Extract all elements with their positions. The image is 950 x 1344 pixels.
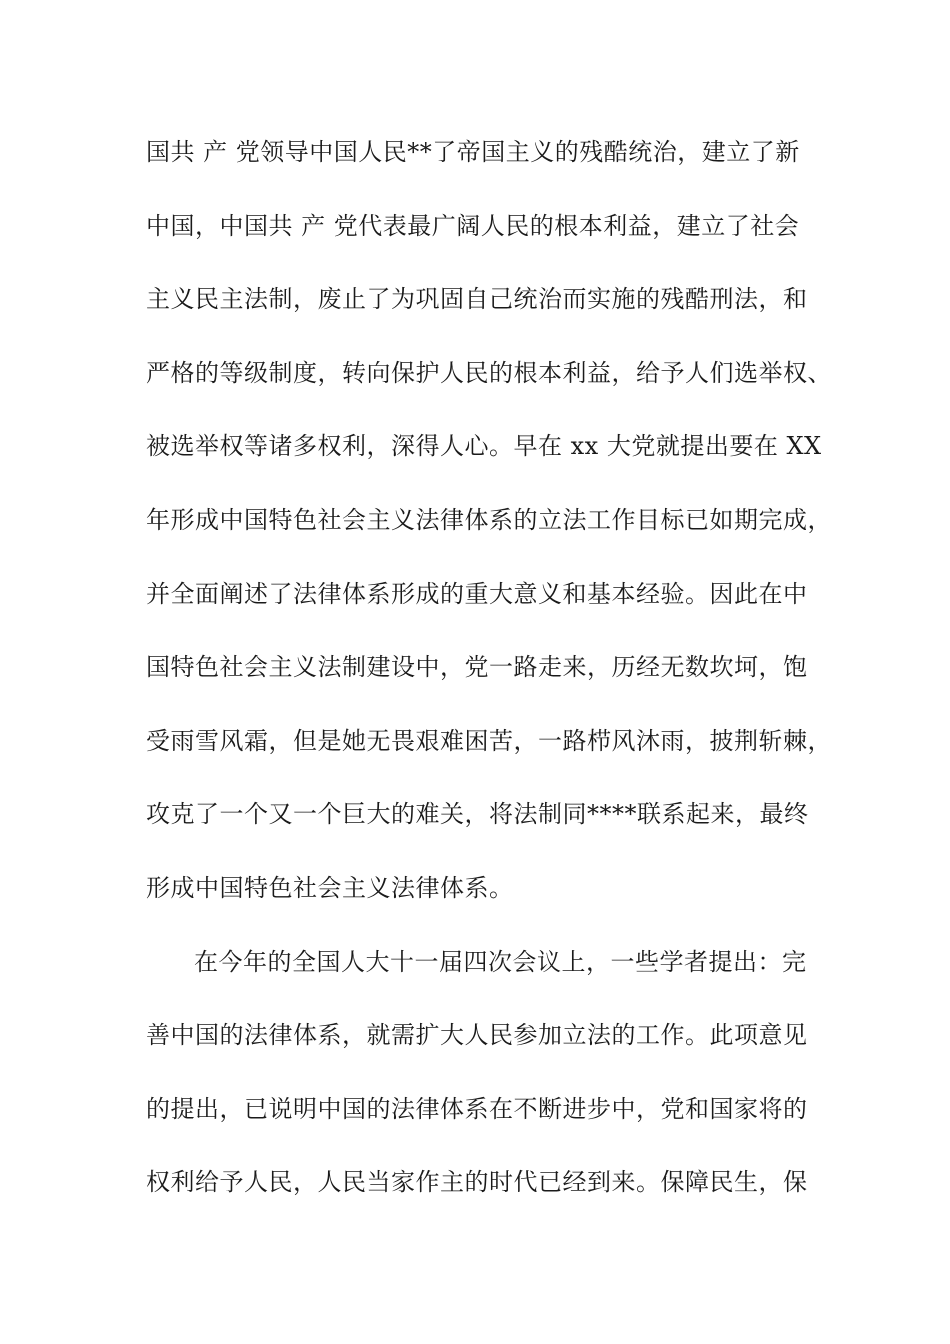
text-line: 在今年的全国人大十一届四次会议上，一些学者提出：完 xyxy=(194,947,807,976)
paragraph-1 xyxy=(146,130,832,940)
text-line: 的提出，已说明中国的法律体系在不断进步中，党和国家将的 xyxy=(146,1094,808,1123)
text-line: 受雨雪风霜，但是她无畏艰难困苦，一路栉风沐雨，披荆斩棘， xyxy=(146,726,832,755)
text-line: 主义民主法制，废止了为巩固自己统治而实施的残酷刑法，和 xyxy=(146,285,808,314)
paragraph-2 xyxy=(146,940,826,1234)
text-line: 年形成中国特色社会主义法律体系的立法工作目标已如期完成， xyxy=(146,505,832,534)
text-line: 形成中国特色社会主义法律体系。 xyxy=(146,873,514,902)
text-line: 权利给予人民，人民当家作主的时代已经到来。保障民生，保 xyxy=(146,1168,808,1197)
text-line: 被选举权等诸多权利，深得人心。早在 xx 大党就提出要在 XX xyxy=(146,432,822,461)
text-line: 国共 产 党领导中国人民**了帝国主义的残酷统治，建立了新 xyxy=(146,138,800,166)
text-line: 善中国的法律体系，就需扩大人民参加立法的工作。此项意见 xyxy=(146,1021,808,1050)
text-line: 攻克了一个又一个巨大的难关，将法制同****联系起来，最终 xyxy=(146,800,809,829)
text-line: 中国，中国共 产 党代表最广阔人民的根本利益，建立了社会 xyxy=(146,211,800,240)
text-line: 国特色社会主义法制建设中，党一路走来，历经无数坎坷，饱 xyxy=(146,653,808,682)
text-line: 严格的等级制度，转向保护人民的根本利益，给予人们选举权、 xyxy=(146,358,832,387)
text-line: 并全面阐述了法律体系形成的重大意义和基本经验。因此在中 xyxy=(146,579,808,608)
body-text xyxy=(146,130,832,1234)
